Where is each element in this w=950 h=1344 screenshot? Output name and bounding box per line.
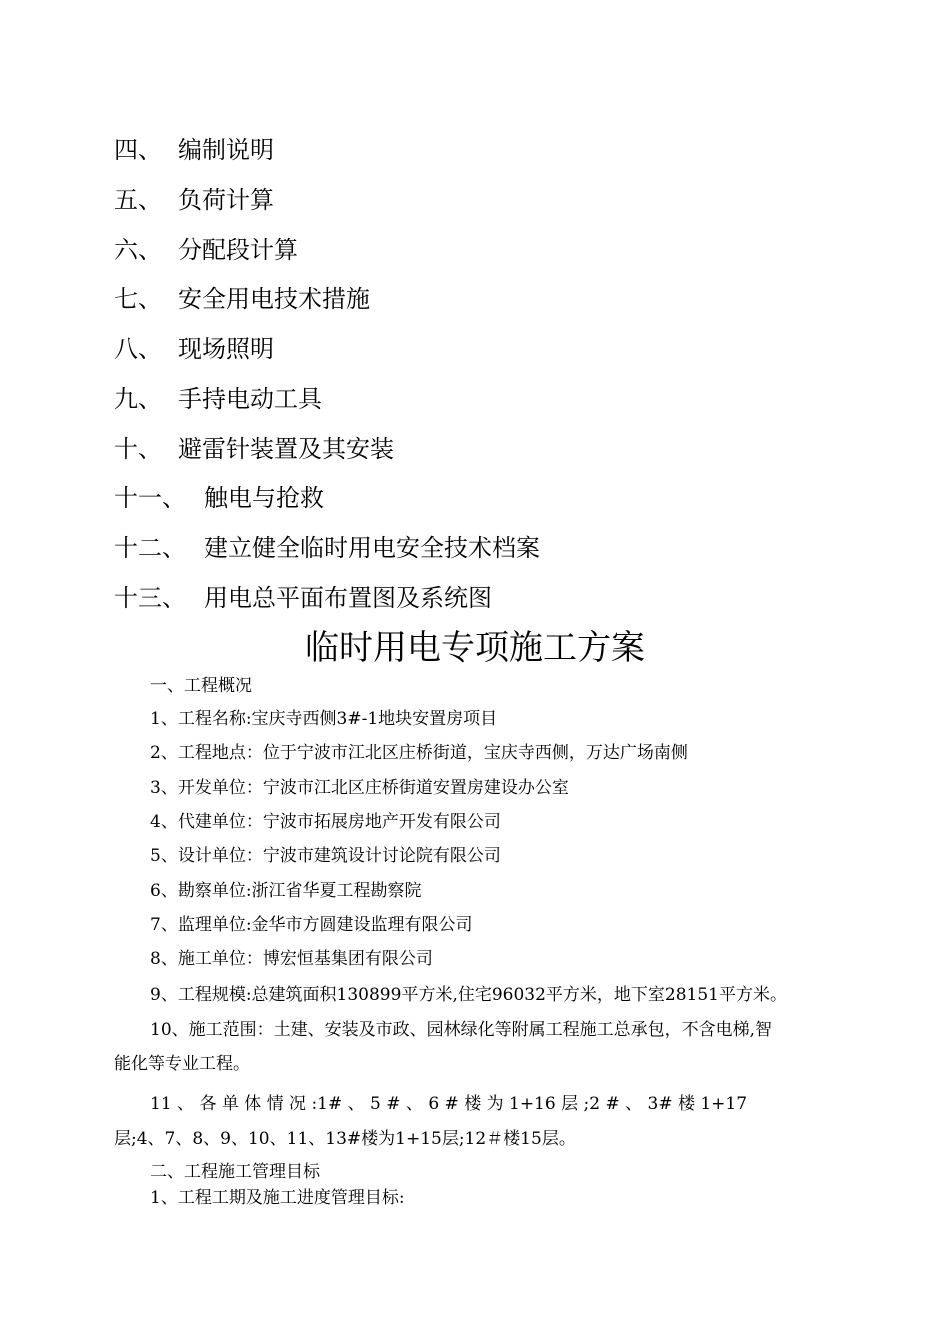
toc-text: 建立健全临时用电安全技术档案	[204, 534, 540, 562]
list-item: 1、工程工期及施工进度管理目标:	[150, 1188, 405, 1208]
toc-text: 避雷针装置及其安装	[178, 435, 394, 463]
list-item: 1、工程名称:宝庆寺西侧3#-1地块安置房项目	[150, 709, 498, 729]
section-heading: 二、工程施工管理目标	[150, 1162, 320, 1182]
section-heading: 一、工程概况	[150, 676, 252, 696]
list-item: 4、代建单位：宁波市拓展房地产开发有限公司	[150, 812, 501, 832]
toc-number: 十一、	[114, 484, 186, 512]
toc-text: 负荷计算	[178, 186, 274, 214]
toc-number: 五、	[114, 186, 162, 214]
toc-number: 十三、	[114, 584, 186, 612]
list-item: 9、工程规模:总建筑面积130899平方米,住宅96032平方米，地下室28151平方米。	[150, 985, 788, 1005]
toc-text: 手持电动工具	[178, 385, 322, 413]
toc-item	[114, 483, 324, 513]
toc-item	[114, 284, 370, 314]
toc-number: 十二、	[114, 534, 186, 562]
list-item: 5、设计单位：宁波市建筑设计讨论院有限公司	[150, 846, 501, 866]
document-title: 临时用电专项施工方案	[305, 628, 645, 668]
toc-item	[114, 533, 540, 563]
toc-number: 四、	[114, 136, 162, 164]
list-item: 2、工程地点：位于宁波市江北区庄桥街道，宝庆寺西侧，万达广场南侧	[150, 743, 688, 763]
toc-item	[114, 334, 274, 364]
list-item: 11 、 各 单 体 情 况 :1# 、 5 # 、 6 # 楼 为 1+16 层 ;2 # 、 3# 楼 1+17	[150, 1094, 748, 1114]
list-item: 6、勘察单位:浙江省华夏工程勘察院	[150, 881, 422, 901]
list-item: 10、施工范围：土建、安装及市政、园林绿化等附属工程施工总承包，不含电梯,智	[150, 1020, 773, 1040]
toc-number: 十、	[114, 435, 162, 463]
toc-text: 用电总平面布置图及系统图	[204, 584, 492, 612]
toc-item	[114, 235, 298, 265]
toc-number: 八、	[114, 335, 162, 363]
toc-number: 七、	[114, 285, 162, 313]
toc-item	[114, 185, 274, 215]
toc-text: 分配段计算	[178, 236, 298, 264]
list-item-continuation: 层;4、7、8、9、10、11、13#楼为1+15层;12＃楼15层。	[114, 1129, 576, 1149]
toc-number: 六、	[114, 236, 162, 264]
toc-text: 安全用电技术措施	[178, 285, 370, 313]
toc-text: 编制说明	[178, 136, 274, 164]
toc-item	[114, 434, 394, 464]
list-item: 7、监理单位:金华市方圆建设监理有限公司	[150, 915, 473, 935]
toc-text: 触电与抢救	[204, 484, 324, 512]
toc-item	[114, 583, 492, 613]
toc-item	[114, 135, 274, 165]
toc-number: 九、	[114, 385, 162, 413]
list-item: 3、开发单位：宁波市江北区庄桥街道安置房建设办公室	[150, 778, 569, 798]
list-item: 8、施工单位：博宏恒基集团有限公司	[150, 949, 433, 969]
list-item-continuation: 能化等专业工程。	[114, 1054, 250, 1074]
toc-item	[114, 384, 322, 414]
toc-text: 现场照明	[178, 335, 274, 363]
